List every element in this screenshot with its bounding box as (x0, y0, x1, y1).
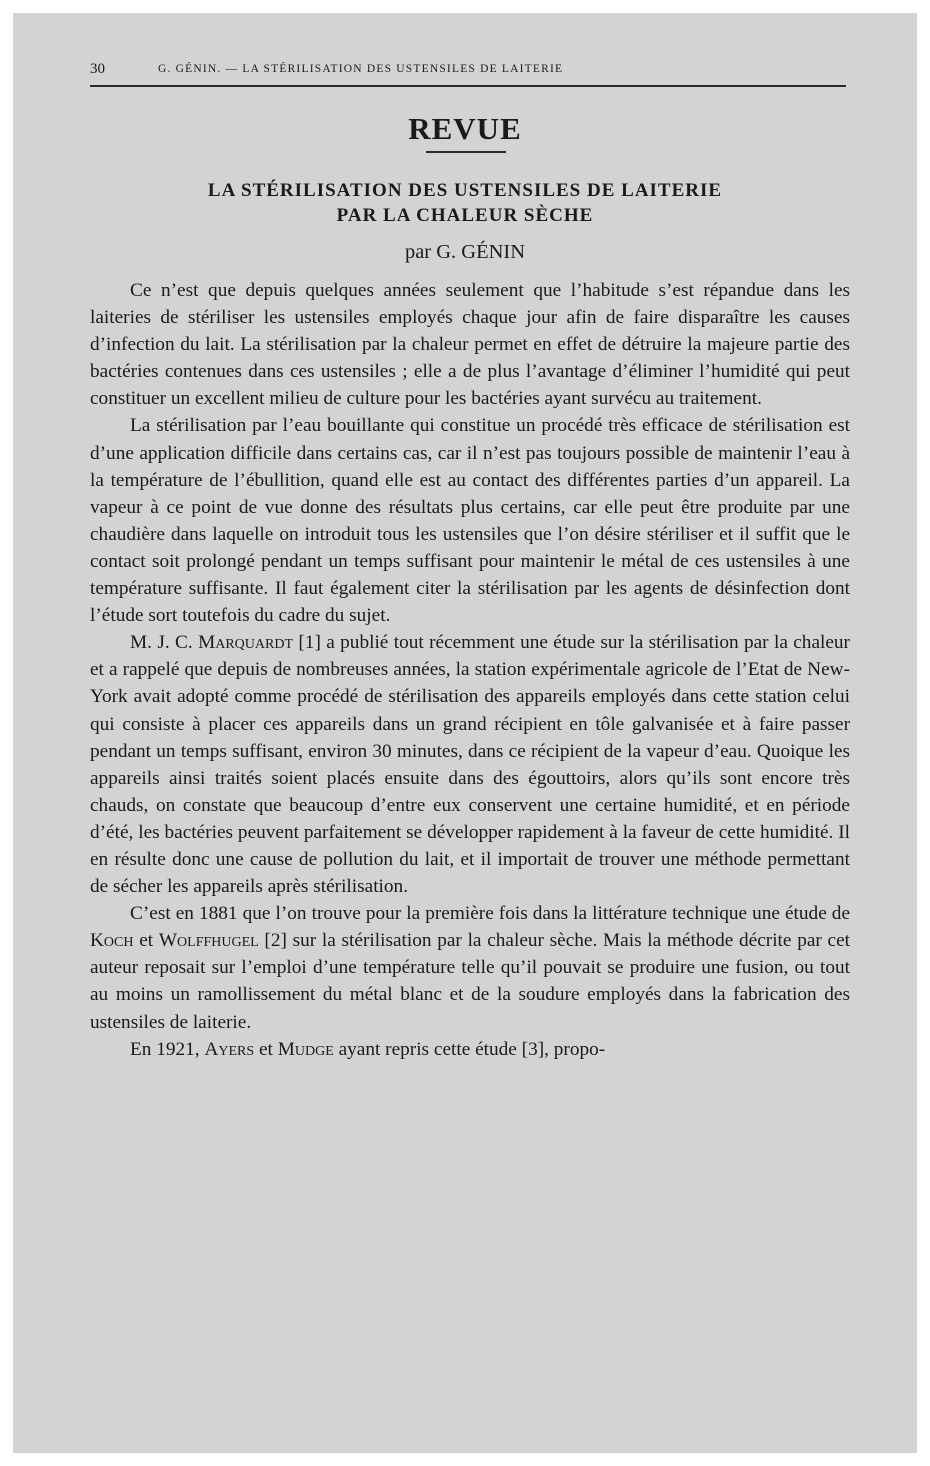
section-title: REVUE (408, 111, 522, 146)
scanned-page (13, 13, 917, 1453)
author-name: Marquardt (198, 632, 294, 654)
author-name: Mudge (277, 1038, 334, 1060)
author-name: Ayers (204, 1038, 255, 1060)
running-head (90, 59, 846, 87)
article-body (90, 277, 850, 1063)
paragraph-3-lead: M. J. C. (130, 632, 199, 654)
paragraph-2: La stérilisation par l’eau bouillante qui constitue un procédé très efficace de stérilisation est d’une application difficile dans certains cas, car il n’est pas toujours possible de maintenir l’eau à la température de l’ébullition, quand elle est au contact des différentes parties d’un appareil. La vapeur à ce point de vue donne des résultats plus certains, car elle peut être produite par une chaudière dans laquelle on introduit tous les ustensiles que l’on désire stériliser et il suffit que le contact soit prolongé pendant un temps suffisant pour maintenir le métal de ces ustensiles à une température suffisante. Il faut également citer la stérilisation par les agents de désinfection dont l’étude sort toutefois du cadre du sujet. (90, 415, 850, 627)
paragraph-4-lead: C’est en 1881 que l’on trouve pour la première fois dans la littérature technique une étude de (130, 903, 850, 925)
article-title-line-2: PAR LA CHALEUR SÈCHE (336, 205, 594, 226)
paragraph-4-conjunction: et (133, 930, 159, 952)
paragraph-5 (90, 1036, 850, 1063)
page-number: 30 (90, 61, 105, 77)
paragraph-5-lead: En 1921, (130, 1038, 205, 1060)
author-name: Wolffhugel (158, 930, 259, 952)
paragraph-5-conjunction: et (254, 1038, 278, 1060)
title-divider (426, 151, 506, 153)
byline: par G. GÉNIN (404, 241, 526, 263)
paragraph-4-text: [2] sur la stérilisation par la chaleur sèche. Mais la méthode décrite par cet auteur reposait sur l’emploi d’une température telle qu’il pouvait se produire une fusion, ou tout au moins un ramollissement du métal blanc et de la soudure employés dans la fabrication des ustensiles de laiterie. (90, 930, 850, 1033)
article-title (13, 178, 917, 228)
paragraph-5-text: ayant repris cette étude [3], propo- (333, 1038, 606, 1060)
running-title: G. GÉNIN. — LA STÉRILISATION DES USTENSILES DE LAITERIE (158, 63, 564, 75)
author-name: Koch (90, 930, 134, 952)
paragraph-4 (90, 900, 850, 1035)
paragraph-3 (90, 629, 850, 900)
paragraph-3-text: [1] a publié tout récemment une étude sur la stérilisation par la chaleur et a rappelé que depuis de nombreuses années, la station expérimentale agricole de l’Etat de New-York avait adopté comme procédé de stérilisation des appareils employés dans cette station celui qui consiste à placer ces appareils dans un grand récipient en tôle galvanisée et à faire passer pendant un temps suffisant, environ 30 minutes, dans ce récipient de la vapeur d’eau. Quoique les appareils ainsi traités soient placés ensuite dans des égouttoirs, alors qu’ils sont encore très chauds, on constate que beaucoup d’entre eux conservent une certaine humidité, et en période d’été, les bactéries peuvent parfaitement se développer rapidement à la faveur de cette humidité. Il en résulte donc une cause de pollution du lait, et il importait de trouver une méthode permettant de sécher les appareils après stérilisation. (90, 632, 850, 898)
paragraph-1: Ce n’est que depuis quelques années seulement que l’habitude s’est répandue dans les laiteries de stériliser les ustensiles employés chaque jour afin de faire disparaître les causes d’infection du lait. La stérilisation par la chaleur permet en effet de détruire la majeure partie des bactéries contenues dans ces ustensiles ; elle a de plus l’avantage d’éliminer l’humidité qui peut constituer un excellent milieu de culture pour les bactéries ayant survécu au traitement. (90, 280, 850, 410)
article-title-line-1: LA STÉRILISATION DES USTENSILES DE LAITERIE (207, 180, 723, 201)
